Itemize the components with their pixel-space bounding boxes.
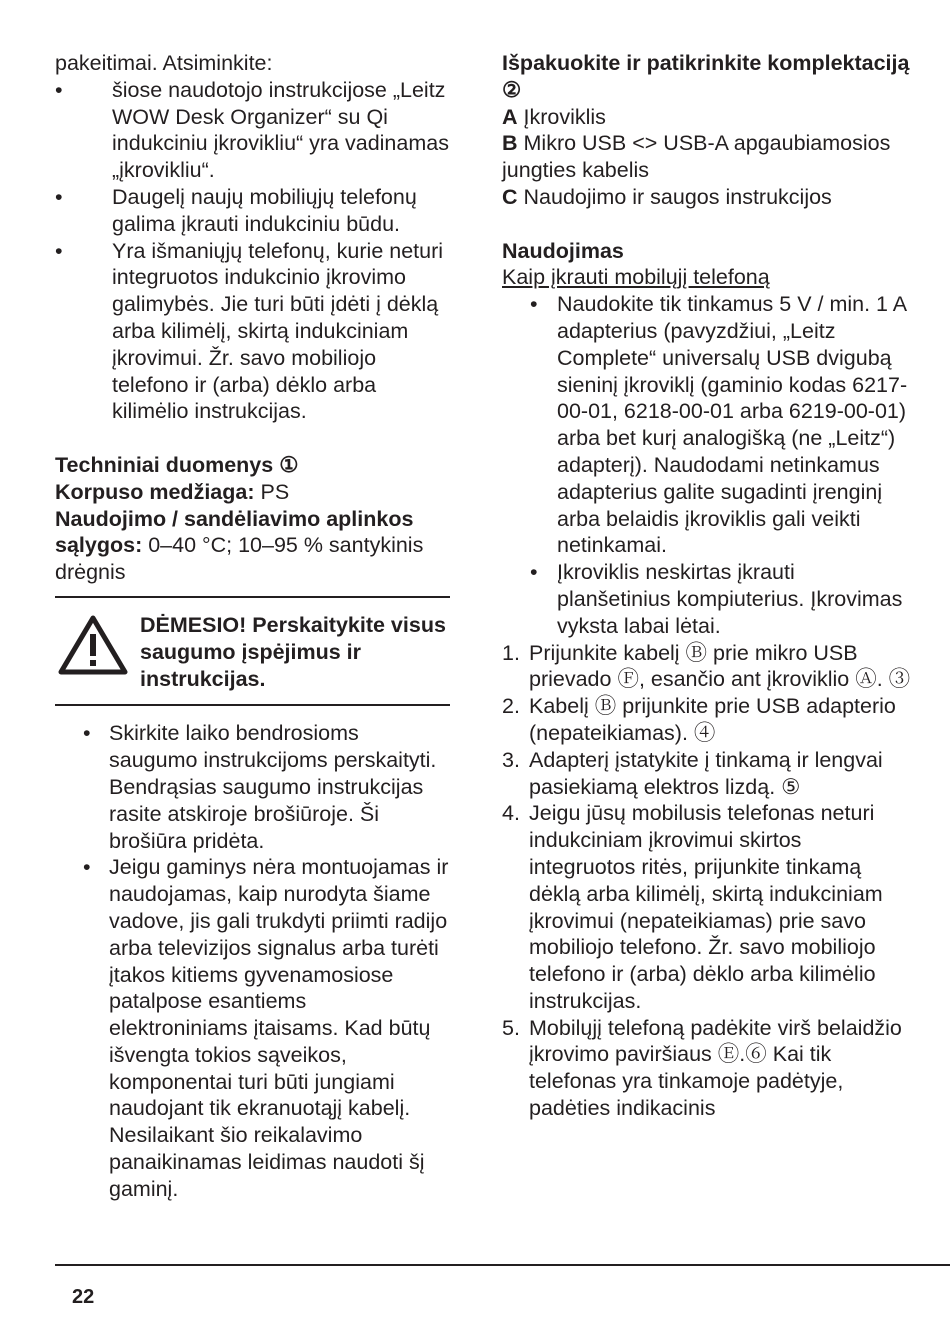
usage-subheading: Kaip įkrauti mobilųjį telefoną bbox=[502, 265, 770, 290]
environment-spec: Naudojimo / sandėliavimo aplinkos sąlygos: 0–40 °C; 10–95 % santykinis drėgnis bbox=[55, 506, 424, 585]
tech-data-heading: Techniniai duomenys ① bbox=[55, 452, 299, 477]
warning-triangle-icon bbox=[58, 614, 128, 676]
list-item: • Daugelį naujų mobiliųjų telefonų galima įkrauti indukciniu būdu. bbox=[55, 184, 417, 236]
step-item: 1. Prijunkite kabelį Ⓑ prie mikro USB prievado Ⓕ, esančio ant įkroviklio Ⓐ. ③ bbox=[502, 640, 911, 692]
contents-item-c: C Naudojimo ir saugos instrukcijos bbox=[502, 184, 832, 209]
step-item: 2. Kabelį Ⓑ prijunkite prie USB adapterio (nepateikiamas). ④ bbox=[502, 694, 896, 745]
step-item: 4. Jeigu jūsų mobilusis telefonas neturi indukciniam įkrovimui skirtos integruotos ritės, prijunkite tinkamą dėklą arba kilimėlį, skirtą indukciniam įkrovimui (nepateikiamas) prie savo mobiliojo telefono. Žr. savo mobiliojo telefono ir (arba) dėklo arba kilimėlio instrukcijas. bbox=[502, 801, 883, 1013]
footer-divider bbox=[55, 1264, 950, 1266]
step-item: 5. Mobilųjį telefoną padėkite virš belaidžio įkrovimo paviršiaus Ⓔ.⑥ Kai tik telefonas yra tinkamoje padėtyje, padėties indikacinis bbox=[502, 1015, 902, 1121]
warning-text: DĖMESIO! Perskaitykite visus saugumo įspėjimus ir instrukcijas. bbox=[140, 612, 446, 691]
list-item: • Naudokite tik tinkamus 5 V / min. 1 A adapterius (pavyzdžiui, „Leitz Complete“ universalų USB dvigubą sieninį įkroviklį (gaminio kodas 6217-00-01, 6218-00-01 arba 6219-00-01) arba bet kurį analogišką (ne „Leitz“) adapterį). Naudodami netinkamus adapterius galite sugadinti įrenginį arba belaidis įkroviklis gali veikti netinkamai. bbox=[530, 292, 908, 558]
unpack-heading: Išpakuokite ir patikrinkite komplektaciją ② bbox=[502, 51, 910, 102]
contents-item-b: B Mikro USB <> USB-A apgaubiamosios jungties kabelis bbox=[502, 131, 891, 183]
intro-text: pakeitimai. Atsiminkite: bbox=[55, 51, 273, 75]
list-item: • Jeigu gaminys nėra montuojamas ir naudojamas, kaip nurodyta šiame vadove, jis gali trukdyti priimti radijo arba televizijos signalus arba turėti įtakos kitiems gyvenamosiose patalpose esantiems elektroniniams įtaisams. Kad būtų išvengta tokios sąveikos, komponentai turi būti jungiami naudojant tik ekranuotąjį kabelį. Nesilaikant šio reikalavimo panaikinamas leidimas naudoti šį gaminį. bbox=[83, 855, 449, 1201]
warning-box bbox=[55, 598, 450, 704]
list-item: • Skirkite laiko bendrosioms saugumo instrukcijoms perskaityti. Bendrąsias saugumo instrukcijas rasite atskiroje brošiūroje. Ši brošiūra pridėta. bbox=[83, 721, 437, 853]
step-item: 3. Adapterį įstatykite į tinkamą ir lengvai pasiekiamą elektros lizdą. ⑤ bbox=[502, 747, 883, 799]
contents-item-a: A Įkroviklis bbox=[502, 104, 606, 129]
material-spec: Korpuso medžiaga: PS bbox=[55, 479, 290, 504]
right-column bbox=[502, 50, 912, 1122]
list-item: • Yra išmaniųjų telefonų, kurie neturi integruotos indukcinio įkrovimo galimybės. Jie turi būti įdėti į dėklą arba kilimėlį, skirtą indukciniam įkrovimui. Žr. savo mobiliojo telefono ir (arba) dėklo arba kilimėlio instrukcijas. bbox=[55, 238, 444, 424]
usage-heading: Naudojimas bbox=[502, 238, 624, 263]
list-item: • šiose naudotojo instrukcijose „Leitz WOW Desk Organizer“ su Qi indukciniu įkrovikliu“ yra vadinamas „įkrovikliu“. bbox=[55, 77, 449, 183]
list-item: • Įkroviklis neskirtas įkrauti planšetinius kompiuterius. Įkrovimas vyksta labai lėtai. bbox=[530, 560, 903, 638]
page-number: 22 bbox=[72, 1286, 95, 1308]
left-column bbox=[55, 50, 450, 1203]
